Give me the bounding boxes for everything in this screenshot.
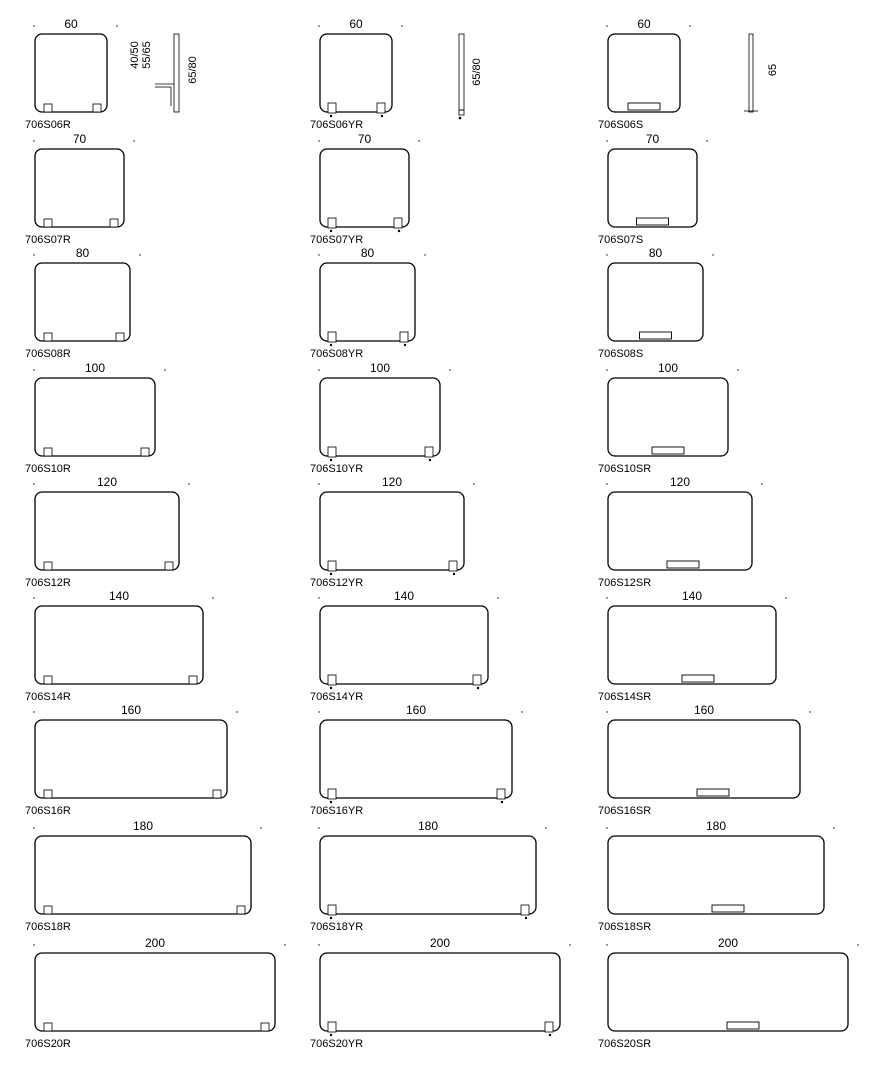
panel-outline xyxy=(608,492,752,570)
product-code: 706S20YR xyxy=(310,1038,364,1050)
panel-yr-160 xyxy=(310,703,523,817)
foot-left xyxy=(44,906,52,914)
product-code: 706S08S xyxy=(598,348,644,360)
panel-outline xyxy=(35,34,107,112)
clamp-left xyxy=(328,218,336,228)
panel-outline xyxy=(608,149,697,227)
width-label: 200 xyxy=(717,936,739,950)
clamp-screw xyxy=(549,1034,551,1036)
product-code: 706S07YR xyxy=(310,234,364,246)
product-code: 706S08YR xyxy=(310,348,364,360)
width-label: 100 xyxy=(369,361,391,375)
dimension-mark-right xyxy=(401,25,402,26)
width-label: 120 xyxy=(669,475,691,489)
side-view-r xyxy=(129,34,199,112)
dimension-mark-right xyxy=(761,483,762,484)
clamp-screw xyxy=(330,115,332,117)
product-code: 706S07R xyxy=(25,234,71,246)
dimension-mark-right xyxy=(133,140,134,141)
clamp-screw xyxy=(525,917,527,919)
panel-outline xyxy=(35,953,275,1031)
side-view-yr-post xyxy=(459,34,464,110)
dimension-mark-right xyxy=(809,711,810,712)
dimension-mark-right xyxy=(449,369,450,370)
dimension-mark-left xyxy=(318,944,319,945)
product-code: 706S12R xyxy=(25,577,71,589)
variant-grid xyxy=(25,17,859,1050)
dimension-mark-left xyxy=(318,483,319,484)
width-label: 180 xyxy=(132,819,154,833)
width-label: 120 xyxy=(381,475,403,489)
panel-r-140 xyxy=(25,589,214,703)
foot-right xyxy=(189,676,197,684)
foot-left xyxy=(44,790,52,798)
panel-r-100 xyxy=(25,361,166,475)
dimension-mark-right xyxy=(260,827,261,828)
width-label: 70 xyxy=(357,132,372,146)
dimension-mark-right xyxy=(212,597,213,598)
clamp-right xyxy=(521,905,529,915)
side-view-s-total-height: 65 xyxy=(767,63,779,77)
product-code: 706S12SR xyxy=(598,577,652,589)
product-code: 706S06R xyxy=(25,119,71,131)
product-code: 706S06YR xyxy=(310,119,364,131)
side-view-r-heights-a: 40/50 xyxy=(129,41,141,69)
panel-r-80 xyxy=(25,246,141,360)
width-label: 80 xyxy=(648,246,663,260)
foot-right xyxy=(213,790,221,798)
product-code: 706S20R xyxy=(25,1038,71,1050)
dimension-mark-right xyxy=(164,369,165,370)
dimension-mark-left xyxy=(318,711,319,712)
product-code: 706S12YR xyxy=(310,577,364,589)
dimension-mark-left xyxy=(606,25,607,26)
panel-outline xyxy=(35,378,155,456)
width-label: 160 xyxy=(120,703,142,717)
width-label: 100 xyxy=(657,361,679,375)
width-label: 160 xyxy=(693,703,715,717)
width-label: 120 xyxy=(96,475,118,489)
panel-outline xyxy=(320,953,560,1031)
product-code: 706S14R xyxy=(25,691,71,703)
clamp-screw xyxy=(404,344,406,346)
dimension-mark-left xyxy=(33,25,34,26)
clamp-left xyxy=(328,1022,336,1032)
panel-outline xyxy=(35,836,251,914)
clamp-left xyxy=(328,447,336,457)
panel-s-180 xyxy=(598,819,835,933)
dimension-mark-right xyxy=(139,254,140,255)
width-label: 60 xyxy=(64,17,78,31)
panel-s-120 xyxy=(598,475,763,589)
dimension-mark-right xyxy=(473,483,474,484)
side-view-yr-clamp xyxy=(459,110,464,115)
dimension-mark-left xyxy=(606,597,607,598)
clamp-screw xyxy=(330,1034,332,1036)
base-bar xyxy=(727,1022,759,1029)
panel-outline xyxy=(35,263,130,341)
width-label: 160 xyxy=(405,703,427,717)
panel-outline xyxy=(35,149,124,227)
clamp-left xyxy=(328,561,336,571)
width-label: 200 xyxy=(144,936,166,950)
foot-left xyxy=(44,1023,52,1031)
panel-outline xyxy=(320,34,392,112)
foot-left xyxy=(44,333,52,341)
dimension-mark-right xyxy=(418,140,419,141)
dimension-mark-right xyxy=(497,597,498,598)
foot-right xyxy=(141,448,149,456)
clamp-screw xyxy=(330,344,332,346)
dimension-mark-left xyxy=(33,483,34,484)
clamp-left xyxy=(328,905,336,915)
panel-outline xyxy=(320,836,536,914)
product-code: 706S18YR xyxy=(310,921,364,933)
foot-right xyxy=(110,219,118,227)
product-code: 706S10YR xyxy=(310,463,364,475)
dimension-mark-left xyxy=(606,944,607,945)
dimension-mark-right xyxy=(689,25,690,26)
panel-yr-80 xyxy=(310,246,426,360)
dimension-mark-left xyxy=(318,597,319,598)
dimension-mark-right xyxy=(521,711,522,712)
panel-outline xyxy=(608,720,800,798)
dimension-mark-left xyxy=(33,944,34,945)
width-label: 80 xyxy=(75,246,90,260)
clamp-screw xyxy=(330,459,332,461)
dimension-mark-left xyxy=(606,369,607,370)
width-label: 60 xyxy=(349,17,363,31)
width-label: 180 xyxy=(705,819,727,833)
side-view-yr-total-height: 65/80 xyxy=(471,58,483,86)
clamp-right xyxy=(394,218,402,228)
width-label: 140 xyxy=(681,589,703,603)
base-bar xyxy=(712,905,744,912)
panel-r-200 xyxy=(25,936,286,1050)
clamp-screw xyxy=(330,687,332,689)
foot-right xyxy=(93,104,101,112)
foot-left xyxy=(44,219,52,227)
panel-outline xyxy=(35,606,203,684)
dimension-mark-left xyxy=(318,25,319,26)
panel-yr-60 xyxy=(310,17,403,131)
panel-r-160 xyxy=(25,703,238,817)
clamp-screw xyxy=(398,230,400,232)
dimension-mark-right xyxy=(737,369,738,370)
foot-right xyxy=(237,906,245,914)
panel-yr-120 xyxy=(310,475,475,589)
panel-outline xyxy=(608,34,680,112)
panel-s-160 xyxy=(598,703,811,817)
width-label: 80 xyxy=(360,246,375,260)
foot-right xyxy=(165,562,173,570)
dimension-mark-right xyxy=(188,483,189,484)
base-bar xyxy=(628,103,660,110)
dimension-mark-right xyxy=(236,711,237,712)
clamp-right xyxy=(545,1022,553,1032)
dimension-mark-right xyxy=(712,254,713,255)
side-view-yr-screw xyxy=(459,117,462,120)
clamp-screw xyxy=(330,917,332,919)
base-bar xyxy=(640,332,672,339)
clamp-screw xyxy=(429,459,431,461)
panel-yr-100 xyxy=(310,361,451,475)
panel-outline xyxy=(320,263,415,341)
clamp-left xyxy=(328,332,336,342)
width-label: 70 xyxy=(72,132,87,146)
clamp-right xyxy=(377,103,385,113)
dimension-mark-right xyxy=(545,827,546,828)
product-code: 706S18R xyxy=(25,921,71,933)
panel-outline xyxy=(35,720,227,798)
panel-outline xyxy=(320,492,464,570)
width-label: 140 xyxy=(393,589,415,603)
panel-s-80 xyxy=(598,246,714,360)
panel-outline xyxy=(608,606,776,684)
panel-yr-200 xyxy=(310,936,571,1050)
dimension-mark-left xyxy=(606,254,607,255)
product-code: 706S06S xyxy=(598,119,644,131)
foot-left xyxy=(44,676,52,684)
foot-right xyxy=(116,333,124,341)
dimension-mark-left xyxy=(318,369,319,370)
side-view-r-post xyxy=(174,34,179,112)
width-label: 100 xyxy=(84,361,106,375)
dimension-mark-right xyxy=(424,254,425,255)
clamp-right xyxy=(497,789,505,799)
product-code: 706S10SR xyxy=(598,463,652,475)
clamp-screw xyxy=(330,801,332,803)
clamp-screw xyxy=(330,573,332,575)
product-code: 706S20SR xyxy=(598,1038,652,1050)
panel-r-120 xyxy=(25,475,190,589)
panel-s-60 xyxy=(598,17,691,131)
dimension-mark-left xyxy=(606,483,607,484)
panel-outline xyxy=(320,720,512,798)
side-view-s xyxy=(744,34,779,112)
dimension-mark-left xyxy=(318,254,319,255)
panel-outline xyxy=(320,378,440,456)
clamp-right xyxy=(449,561,457,571)
foot-left xyxy=(44,448,52,456)
panel-s-70 xyxy=(598,132,708,246)
width-label: 180 xyxy=(417,819,439,833)
panel-r-70 xyxy=(25,132,135,246)
clamp-left xyxy=(328,789,336,799)
product-code: 706S16R xyxy=(25,805,71,817)
base-bar xyxy=(637,218,669,225)
width-label: 60 xyxy=(637,17,651,31)
foot-left xyxy=(44,562,52,570)
dimension-mark-left xyxy=(318,827,319,828)
panel-s-100 xyxy=(598,361,739,475)
clamp-right xyxy=(425,447,433,457)
clamp-screw xyxy=(501,801,503,803)
width-label: 200 xyxy=(429,936,451,950)
dimension-mark-right xyxy=(706,140,707,141)
dimension-mark-left xyxy=(33,369,34,370)
base-bar xyxy=(682,675,714,682)
dimension-mark-left xyxy=(33,827,34,828)
panel-outline xyxy=(35,492,179,570)
clamp-right xyxy=(400,332,408,342)
product-code: 706S07S xyxy=(598,234,644,246)
product-code: 706S14SR xyxy=(598,691,652,703)
panel-r-180 xyxy=(25,819,262,933)
dimension-mark-right xyxy=(569,944,570,945)
panel-s-200 xyxy=(598,936,859,1050)
side-view-yr xyxy=(459,34,483,119)
dimension-mark-left xyxy=(606,140,607,141)
product-code: 706S16YR xyxy=(310,805,364,817)
base-bar xyxy=(697,789,729,796)
side-view-r-total-height: 65/80 xyxy=(187,56,199,84)
dimension-mark-right xyxy=(833,827,834,828)
width-label: 140 xyxy=(108,589,130,603)
clamp-screw xyxy=(381,115,383,117)
panel-yr-140 xyxy=(310,589,499,703)
side-view-s-post xyxy=(749,34,753,112)
panel-outline xyxy=(608,378,728,456)
width-label: 70 xyxy=(645,132,660,146)
dimension-mark-right xyxy=(857,944,858,945)
clamp-right xyxy=(473,675,481,685)
product-code: 706S14YR xyxy=(310,691,364,703)
foot-right xyxy=(261,1023,269,1031)
panel-outline xyxy=(608,836,824,914)
clamp-left xyxy=(328,675,336,685)
side-view-r-heights-b: 55/65 xyxy=(141,41,153,69)
product-code: 706S18SR xyxy=(598,921,652,933)
base-bar xyxy=(667,561,699,568)
dimension-mark-left xyxy=(33,140,34,141)
foot-left xyxy=(44,104,52,112)
dimension-mark-left xyxy=(606,827,607,828)
clamp-screw xyxy=(477,687,479,689)
base-bar xyxy=(652,447,684,454)
panel-outline xyxy=(320,606,488,684)
panel-outline xyxy=(608,263,703,341)
dimension-mark-right xyxy=(284,944,285,945)
panel-yr-180 xyxy=(310,819,547,933)
product-code: 706S10R xyxy=(25,463,71,475)
dimension-mark-left xyxy=(318,140,319,141)
dimension-mark-right xyxy=(785,597,786,598)
panel-r-60 xyxy=(25,17,118,131)
clamp-left xyxy=(328,103,336,113)
dimension-mark-left xyxy=(33,254,34,255)
dimension-mark-left xyxy=(606,711,607,712)
dimension-mark-left xyxy=(33,711,34,712)
product-code: 706S16SR xyxy=(598,805,652,817)
clamp-screw xyxy=(330,230,332,232)
clamp-screw xyxy=(453,573,455,575)
panel-s-140 xyxy=(598,589,787,703)
dimension-mark-left xyxy=(33,597,34,598)
panel-outline xyxy=(608,953,848,1031)
product-code: 706S08R xyxy=(25,348,71,360)
panel-outline xyxy=(320,149,409,227)
panel-yr-70 xyxy=(310,132,420,246)
dimension-mark-right xyxy=(116,25,117,26)
